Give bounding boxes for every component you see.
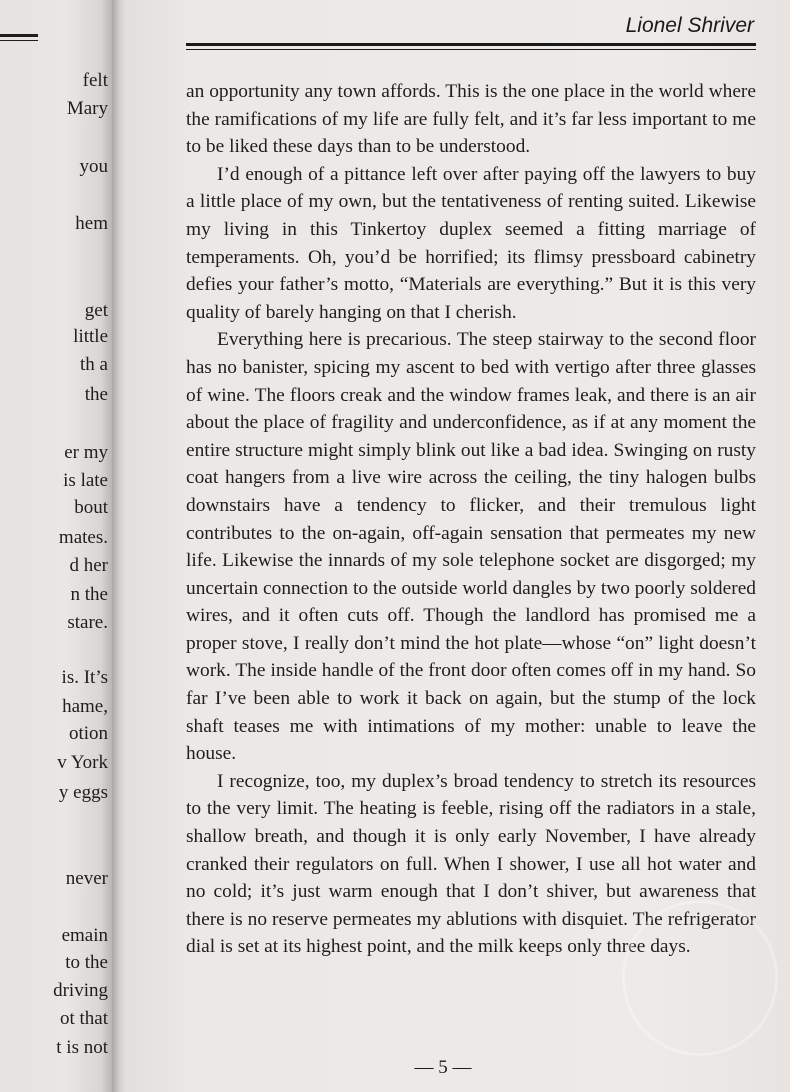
paragraph-4: I recognize, too, my duplex’s broad tendency to stretch its resources to the very limit. The heating is feeble, rising off the radiators in a stale, shallow breath, and though it is only early November, I have already cranked their regulators on full. When I shower, I use all hot water and no cold; it’s just warm enough that I don’t shiver, but awareness that there is no reserve permeates my ablutions with disquiet. The refrigerator dial is set at its highest point, and the milk keeps only three days.: [186, 770, 756, 958]
left-page-line-fragment: v York: [57, 752, 108, 773]
left-page-line-fragment: get: [84, 300, 108, 321]
body-text: [186, 78, 756, 961]
header-rule-thick: [186, 43, 756, 46]
left-page-line-fragment: ot that: [59, 1008, 108, 1029]
left-page-line-fragment: t is not: [56, 1037, 108, 1058]
left-page-line-fragment: driving: [53, 980, 108, 1001]
left-page-line-fragment: felt: [82, 70, 108, 91]
left-page-line-fragment: Mary: [66, 98, 108, 119]
left-page-line-fragment: stare.: [67, 612, 108, 633]
left-page-line-fragment: y eggs: [58, 782, 108, 803]
left-page-header-rule: [0, 34, 38, 37]
paragraph-2: I’d enough of a pittance left over after paying off the lawyers to buy a little place of my own, but the tentativeness of renting suited. Likewise my living in this Tinkertoy duplex seemed a fitting marriage of temperaments. Oh, you’d be horrified; its flimsy pressboard cabinetry defies your father’s motto, “Materials are everything.” But it is this very quality of barely hanging on that I cherish.: [186, 163, 756, 323]
left-page-line-fragment: is. It’s: [61, 667, 108, 688]
left-page-line-fragment: d her: [69, 555, 108, 576]
running-head: Lionel Shriver: [625, 14, 754, 37]
left-page-line-fragment: hem: [75, 213, 108, 234]
left-page-line-fragment: hame,: [62, 696, 108, 717]
left-page-line-fragment: the: [84, 384, 108, 405]
left-page-line-fragment: mates.: [58, 527, 108, 548]
left-page: [0, 0, 112, 1092]
left-page-line-fragment: er my: [64, 442, 108, 463]
left-page-header-rule-thin: [0, 40, 38, 41]
left-page-line-fragment: bout: [74, 497, 108, 518]
left-page-line-fragment: you: [79, 156, 108, 177]
left-page-line-fragment: emain: [61, 925, 108, 946]
left-page-line-fragment: n the: [70, 584, 108, 605]
left-page-line-fragment: th a: [80, 354, 108, 375]
left-page-line-fragment: little: [73, 326, 108, 347]
left-page-line-fragment: never: [65, 868, 108, 889]
paragraph-3: Everything here is precarious. The steep stairway to the second floor has no banister, spicing my ascent to bed with vertigo after three glasses of wine. The floors creak and the window frames leak, and there is an air about the place of fragility and underconfidence, as if at any moment the entire structure might simply blink out like a bad idea. Swinging on rusty coat hangers from a live wire across the ceiling, the tiny halogen bulbs downstairs have a tendency to flicker, and their tremulous light contributes to the on-again, off-again sensation that permeates my new life. Likewise the innards of my sole telephone socket are disgorged; my uncertain connection to the outside world dangles by two poorly soldered wires, and it often cuts off. Though the landlord has promised me a proper stove, I really don’t mind the hot plate—whose “on” light doesn’t work. The inside handle of the front door often comes off in my hand. So far I’ve been able to work it back on again, but the stump of the lock shaft teases me with intimations of my mother: unable to leave the house.: [186, 329, 756, 765]
left-page-line-fragment: is late: [63, 470, 108, 491]
left-page-line-fragment: to the: [65, 952, 108, 973]
page-number: — 5 —: [414, 1057, 472, 1078]
header-rule-thin: [186, 49, 756, 50]
watermark-stamp: [622, 900, 778, 1056]
left-page-line-fragment: otion: [68, 723, 108, 744]
book-gutter: [112, 0, 126, 1092]
paragraph-1: an opportunity any town affords. This is the one place in the world where the ramifications of my life are fully felt, and it’s far less important to me to be liked these days than to be understood.: [186, 81, 756, 158]
